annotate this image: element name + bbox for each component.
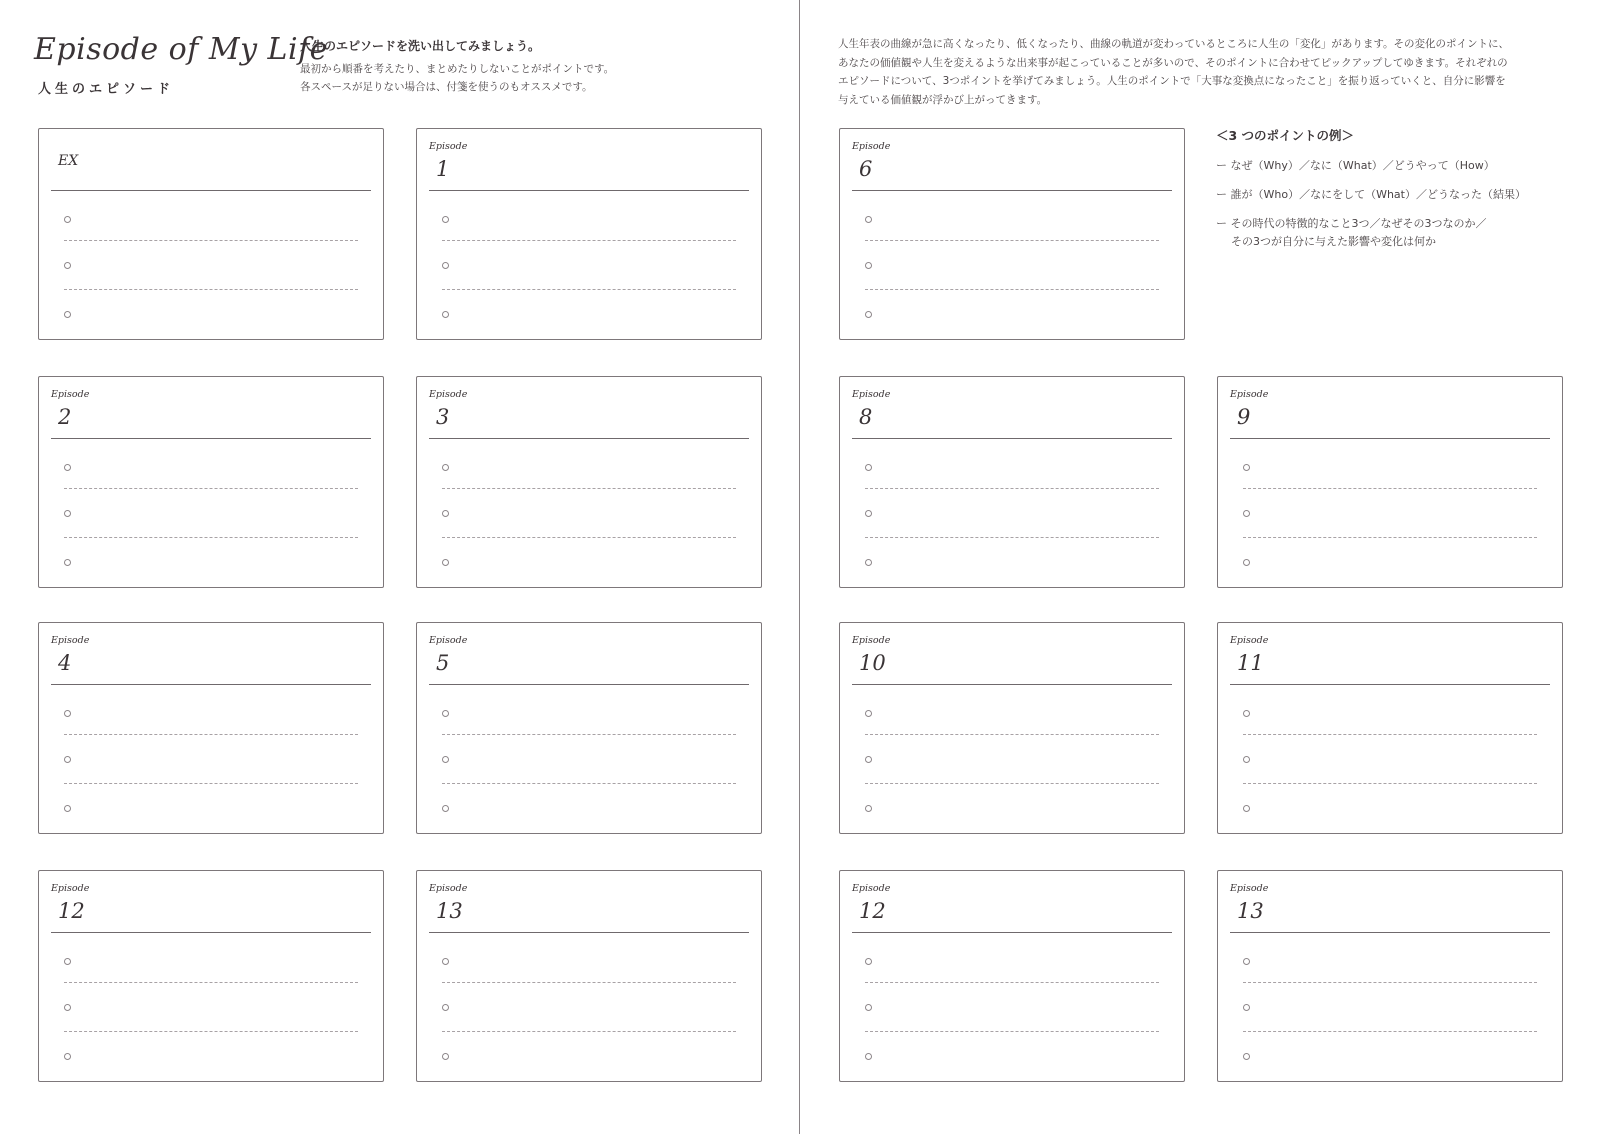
dashed-writing-line xyxy=(442,1031,736,1032)
episode-card-2 xyxy=(38,376,384,588)
dashed-writing-line xyxy=(64,240,358,241)
bullet-circle-icon xyxy=(1243,710,1250,717)
bullet-circle-icon xyxy=(865,1004,872,1011)
title-underline xyxy=(852,684,1172,685)
intro-line-2: 各スペースが足りない場合は、付箋を使うのもオススメです。 xyxy=(300,81,593,93)
episode-card-12-left xyxy=(38,870,384,1082)
dashed-writing-line xyxy=(865,240,1159,241)
bullet-circle-icon xyxy=(64,464,71,471)
episode-label: Episode xyxy=(852,883,891,894)
episode-card-4 xyxy=(38,622,384,834)
bullet-circle-icon xyxy=(442,510,449,517)
episode-label: Episode xyxy=(429,883,468,894)
episode-label: Episode xyxy=(51,389,90,400)
bullet-circle-icon xyxy=(865,262,872,269)
title-underline xyxy=(1230,932,1550,933)
point-example-1-line-1: ー なぜ（Why）／なに（What）／どうやって（How） xyxy=(1216,159,1495,172)
dashed-writing-line xyxy=(1243,488,1537,489)
episode-label: Episode xyxy=(852,635,891,646)
dashed-writing-line xyxy=(865,1031,1159,1032)
title-underline xyxy=(1230,438,1550,439)
episode-number: 1 xyxy=(436,157,450,181)
episode-card-13-right xyxy=(1217,870,1563,1082)
dashed-writing-line xyxy=(865,488,1159,489)
episode-label: Episode xyxy=(852,389,891,400)
right-intro xyxy=(838,35,1568,109)
point-example-3-line-2: その3つが自分に与えた影響や変化は何か xyxy=(1231,235,1436,248)
title-underline xyxy=(852,438,1172,439)
dashed-writing-line xyxy=(865,783,1159,784)
title-underline xyxy=(429,190,749,191)
bullet-circle-icon xyxy=(865,710,872,717)
bullet-circle-icon xyxy=(1243,756,1250,763)
bullet-circle-icon xyxy=(865,464,872,471)
dashed-writing-line xyxy=(442,783,736,784)
episode-number: 10 xyxy=(859,651,886,675)
dashed-writing-line xyxy=(442,734,736,735)
bullet-circle-icon xyxy=(865,510,872,517)
episode-card-9 xyxy=(1217,376,1563,588)
episode-label: Episode xyxy=(1230,389,1269,400)
episode-label: Episode xyxy=(51,635,90,646)
episode-card-6 xyxy=(839,128,1185,340)
title-underline xyxy=(51,932,371,933)
title-underline xyxy=(51,438,371,439)
bullet-circle-icon xyxy=(64,262,71,269)
episode-number: 2 xyxy=(58,405,72,429)
right-intro-line-3: エピソードについて、3つポイントを挙げてみましょう。人生のポイントで「大事な変換点になったこと」を振り返っていくと、自分に影響を xyxy=(838,75,1506,87)
bullet-circle-icon xyxy=(1243,464,1250,471)
intro-line-1: 最初から順番を考えたり、まとめたりしないことがポイントです。 xyxy=(300,63,615,75)
dashed-writing-line xyxy=(1243,783,1537,784)
episode-card-12-right xyxy=(839,870,1185,1082)
bullet-circle-icon xyxy=(64,311,71,318)
bullet-circle-icon xyxy=(442,958,449,965)
title-script: Episode of My Life xyxy=(34,32,328,67)
bullet-circle-icon xyxy=(1243,805,1250,812)
bullet-circle-icon xyxy=(64,710,71,717)
episode-number: 6 xyxy=(859,157,873,181)
episode-number: 4 xyxy=(58,651,72,675)
bullet-circle-icon xyxy=(865,805,872,812)
dashed-writing-line xyxy=(442,488,736,489)
episode-label: Episode xyxy=(1230,635,1269,646)
right-intro-line-1: 人生年表の曲線が急に高くなったり、低くなったり、曲線の軌道が変わっているところに人生の「変化」があります。その変化のポイントに、 xyxy=(838,38,1510,50)
episode-number: EX xyxy=(58,153,79,169)
bullet-circle-icon xyxy=(442,464,449,471)
episode-label: Episode xyxy=(429,635,468,646)
bullet-circle-icon xyxy=(442,559,449,566)
right-intro-line-4: 与えている価値観が浮かび上がってきます。 xyxy=(838,93,1048,106)
title-underline xyxy=(1230,684,1550,685)
episode-card-11 xyxy=(1217,622,1563,834)
title-underline xyxy=(51,190,371,191)
bullet-circle-icon xyxy=(865,216,872,223)
dashed-writing-line xyxy=(64,289,358,290)
dashed-writing-line xyxy=(1243,982,1537,983)
bullet-circle-icon xyxy=(442,710,449,717)
title-underline xyxy=(852,932,1172,933)
dashed-writing-line xyxy=(442,289,736,290)
dashed-writing-line xyxy=(1243,734,1537,735)
episode-card-13-left xyxy=(416,870,762,1082)
episode-number: 11 xyxy=(1237,651,1264,675)
point-example-3 xyxy=(1216,215,1576,251)
points-example-box xyxy=(1216,126,1576,262)
episode-number: 9 xyxy=(1237,405,1251,429)
page-gutter-divider xyxy=(799,0,800,1134)
bullet-circle-icon xyxy=(64,1004,71,1011)
episode-label: Episode xyxy=(51,883,90,894)
dashed-writing-line xyxy=(865,289,1159,290)
bullet-circle-icon xyxy=(1243,1004,1250,1011)
dashed-writing-line xyxy=(64,734,358,735)
title-underline xyxy=(429,438,749,439)
bullet-circle-icon xyxy=(442,216,449,223)
dashed-writing-line xyxy=(442,982,736,983)
bullet-circle-icon xyxy=(865,958,872,965)
intro-heading: 人生のエピソードを洗い出してみましょう。 xyxy=(300,39,541,53)
episode-label: Episode xyxy=(1230,883,1269,894)
dashed-writing-line xyxy=(1243,1031,1537,1032)
bullet-circle-icon xyxy=(64,510,71,517)
dashed-writing-line xyxy=(442,240,736,241)
bullet-circle-icon xyxy=(442,262,449,269)
point-example-1 xyxy=(1216,157,1576,175)
bullet-circle-icon xyxy=(442,756,449,763)
dashed-writing-line xyxy=(64,488,358,489)
episode-card-5 xyxy=(416,622,762,834)
point-example-3-line-1: ー その時代の特徴的なこと3つ／なぜその3つなのか／ xyxy=(1216,217,1487,230)
dashed-writing-line xyxy=(64,982,358,983)
episode-card-ex xyxy=(38,128,384,340)
title-underline xyxy=(51,684,371,685)
dashed-writing-line xyxy=(64,537,358,538)
episode-number: 13 xyxy=(1237,899,1264,923)
dashed-writing-line xyxy=(64,1031,358,1032)
episode-label: Episode xyxy=(429,389,468,400)
bullet-circle-icon xyxy=(865,756,872,763)
dashed-writing-line xyxy=(1243,537,1537,538)
points-title: ＜3 つのポイントの例＞ xyxy=(1216,128,1355,143)
dashed-writing-line xyxy=(865,734,1159,735)
bullet-circle-icon xyxy=(1243,559,1250,566)
bullet-circle-icon xyxy=(64,958,71,965)
episode-number: 8 xyxy=(859,405,873,429)
point-example-2-line-1: ー 誰が（Who）／なにをして（What）／どうなった（結果） xyxy=(1216,188,1526,201)
episode-number: 13 xyxy=(436,899,463,923)
bullet-circle-icon xyxy=(1243,510,1250,517)
episode-card-1 xyxy=(416,128,762,340)
episode-number: 3 xyxy=(436,405,450,429)
bullet-circle-icon xyxy=(442,805,449,812)
episode-number: 12 xyxy=(58,899,85,923)
title-underline xyxy=(429,684,749,685)
episode-label: Episode xyxy=(852,141,891,152)
bullet-circle-icon xyxy=(442,1053,449,1060)
dashed-writing-line xyxy=(865,537,1159,538)
bullet-circle-icon xyxy=(865,1053,872,1060)
episode-card-10 xyxy=(839,622,1185,834)
bullet-circle-icon xyxy=(442,311,449,318)
bullet-circle-icon xyxy=(64,1053,71,1060)
episode-label: Episode xyxy=(429,141,468,152)
dashed-writing-line xyxy=(865,982,1159,983)
episode-number: 12 xyxy=(859,899,886,923)
episode-card-8 xyxy=(839,376,1185,588)
left-intro xyxy=(300,37,660,96)
bullet-circle-icon xyxy=(865,311,872,318)
point-example-2 xyxy=(1216,186,1576,204)
bullet-circle-icon xyxy=(64,559,71,566)
bullet-circle-icon xyxy=(64,756,71,763)
bullet-circle-icon xyxy=(1243,958,1250,965)
bullet-circle-icon xyxy=(442,1004,449,1011)
dashed-writing-line xyxy=(442,537,736,538)
bullet-circle-icon xyxy=(1243,1053,1250,1060)
title-japanese: 人生のエピソード xyxy=(38,82,175,97)
episode-number: 5 xyxy=(436,651,450,675)
episode-card-3 xyxy=(416,376,762,588)
bullet-circle-icon xyxy=(64,805,71,812)
bullet-circle-icon xyxy=(64,216,71,223)
dashed-writing-line xyxy=(64,783,358,784)
title-underline xyxy=(852,190,1172,191)
bullet-circle-icon xyxy=(865,559,872,566)
right-intro-line-2: あなたの価値観や人生を変えるような出来事が起こっていることが多いので、そのポイントに合わせてピックアップしてゆきます。それぞれの xyxy=(838,56,1508,69)
title-underline xyxy=(429,932,749,933)
